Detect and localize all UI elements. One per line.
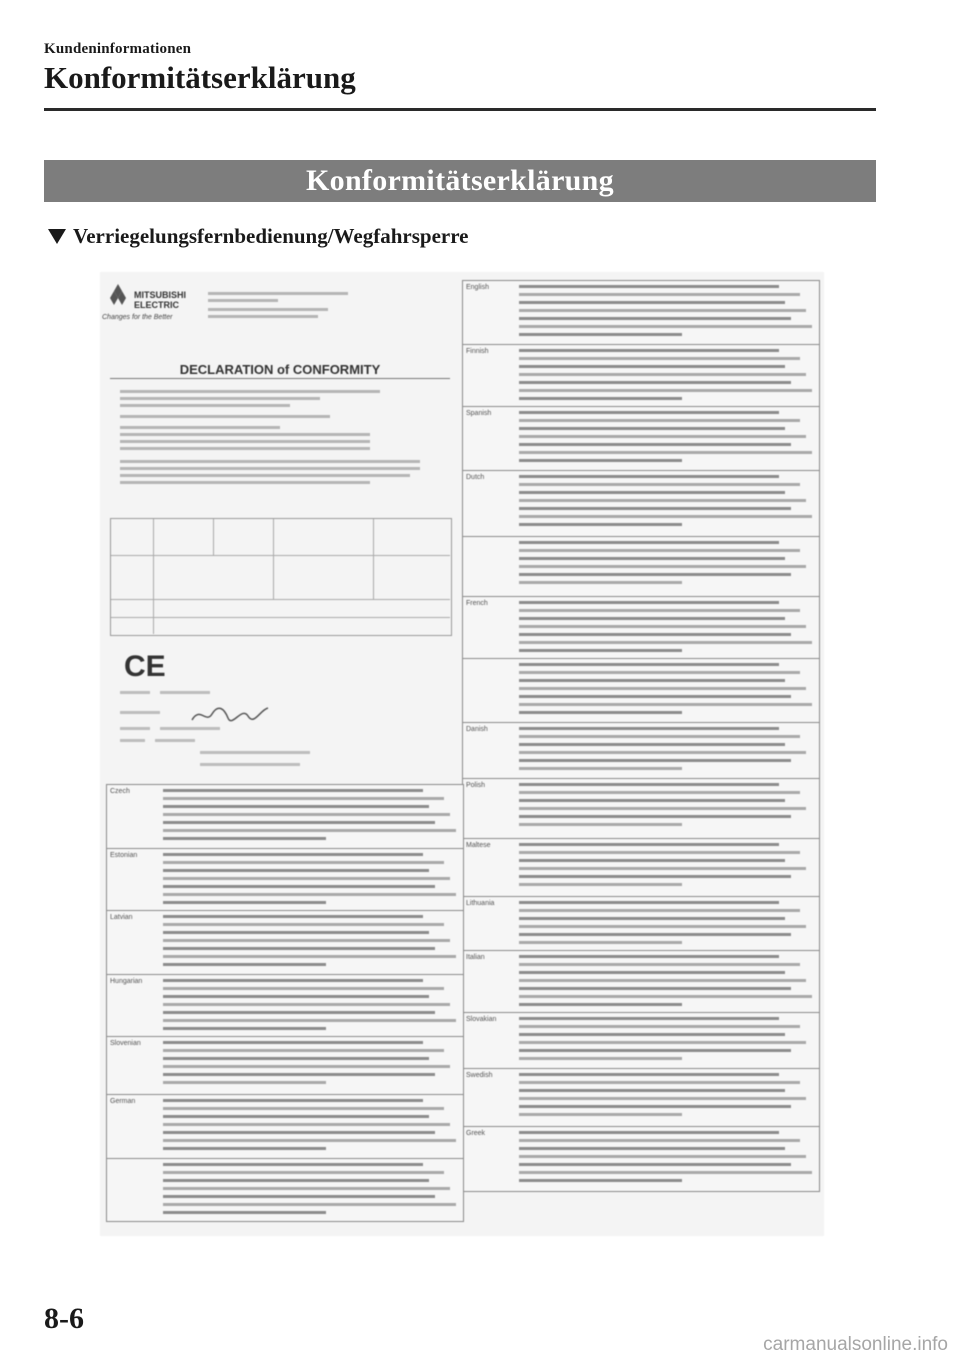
- statement-text-lines: [519, 663, 815, 719]
- language-name: German: [110, 1098, 136, 1105]
- statement-text-lines: [519, 727, 815, 775]
- language-statement-box: [462, 344, 820, 408]
- declaration-scan-image: [100, 272, 824, 1236]
- handwritten-signature: [190, 704, 270, 726]
- statement-text-lines: [163, 915, 459, 971]
- logo-wordmark: MITSUBISHI ELECTRIC: [134, 290, 187, 310]
- triangle-down-icon: [48, 229, 66, 244]
- statement-text-lines: [163, 979, 459, 1035]
- language-statement-box: [462, 406, 820, 472]
- language-name: Finnish: [466, 348, 489, 355]
- language-name: Spanish: [466, 410, 492, 417]
- statement-text-lines: [519, 1017, 815, 1065]
- declaration-body-lines: [120, 390, 440, 488]
- mitsubishi-diamonds-icon: [104, 284, 132, 310]
- title-divider: [44, 108, 876, 111]
- language-statement-box: [462, 280, 820, 346]
- language-name: English: [466, 284, 489, 291]
- language-statement-box: [462, 536, 820, 598]
- language-statement-box: [462, 950, 820, 1014]
- statement-text-lines: [163, 1099, 459, 1155]
- company-header-lines: [208, 292, 348, 322]
- mitsubishi-logo: [104, 280, 188, 324]
- statement-text-lines: [519, 843, 815, 891]
- language-statement-box: [462, 596, 820, 660]
- language-name: Slovenian: [110, 1040, 141, 1047]
- language-name: Swedish: [466, 1072, 493, 1079]
- statement-text-lines: [519, 601, 815, 657]
- language-name: Lithuania: [466, 900, 495, 907]
- ce-mark: CE: [124, 650, 166, 683]
- language-statement-box: [106, 784, 464, 850]
- language-statement-box: [462, 470, 820, 538]
- language-statement-box: [462, 1068, 820, 1128]
- language-name: Maltese: [466, 842, 491, 849]
- page-number: 8-6: [44, 1302, 84, 1335]
- statement-text-lines: [519, 1073, 815, 1121]
- language-statement-box: [462, 722, 820, 780]
- statement-text-lines: [163, 1163, 459, 1219]
- language-statement-box: [462, 838, 820, 898]
- language-name: Danish: [466, 726, 488, 733]
- language-name: Estonian: [110, 852, 138, 859]
- banner-title: Konformitätserklärung: [306, 164, 614, 197]
- language-name: French: [466, 600, 488, 607]
- standards-table: [110, 518, 452, 636]
- language-name: Greek: [466, 1130, 486, 1137]
- statement-text-lines: [519, 541, 815, 589]
- language-name: Dutch: [466, 474, 485, 481]
- language-name: Czech: [110, 788, 130, 795]
- language-statement-box: [106, 1094, 464, 1160]
- subsection-heading: [48, 224, 468, 249]
- language-statement-box: [106, 848, 464, 912]
- chapter-label: Kundeninformationen: [44, 41, 192, 57]
- language-statement-box: [106, 910, 464, 976]
- signature-block: [120, 688, 440, 772]
- section-banner: [44, 160, 876, 202]
- subsection-heading-text: Verriegelungsfernbedienung/Wegfahrsperre: [73, 224, 469, 248]
- language-statement-box: [462, 658, 820, 724]
- statement-text-lines: [519, 1131, 815, 1187]
- statement-text-lines: [163, 1041, 459, 1089]
- language-name: Italian: [466, 954, 485, 961]
- language-statement-box: [106, 974, 464, 1038]
- declaration-title: DECLARATION of CONFORMITY: [179, 362, 381, 377]
- page-title: Konformitätserklärung: [44, 60, 356, 95]
- language-statement-box: [462, 778, 820, 840]
- language-name: Polish: [466, 782, 486, 789]
- language-name: Latvian: [110, 914, 133, 921]
- statement-text-lines: [519, 349, 815, 405]
- statement-text-lines: [163, 853, 459, 909]
- statement-text-lines: [519, 285, 815, 341]
- declaration-divider: [110, 378, 450, 379]
- language-statement-box: [106, 1036, 464, 1096]
- language-statement-box: [462, 1012, 820, 1070]
- watermark: carmanualsonline.info: [763, 1334, 948, 1355]
- statement-text-lines: [519, 955, 815, 1011]
- language-statement-box: [462, 1126, 820, 1192]
- language-name: Slovakian: [466, 1016, 497, 1023]
- language-statement-box: [106, 1158, 464, 1222]
- language-statement-box: [462, 896, 820, 952]
- statement-text-lines: [163, 789, 459, 845]
- language-name: Hungarian: [110, 978, 143, 985]
- statement-text-lines: [519, 901, 815, 949]
- statement-text-lines: [519, 475, 815, 531]
- statement-text-lines: [519, 411, 815, 467]
- logo-tagline: Changes for the Better: [102, 314, 173, 321]
- statement-text-lines: [519, 783, 815, 831]
